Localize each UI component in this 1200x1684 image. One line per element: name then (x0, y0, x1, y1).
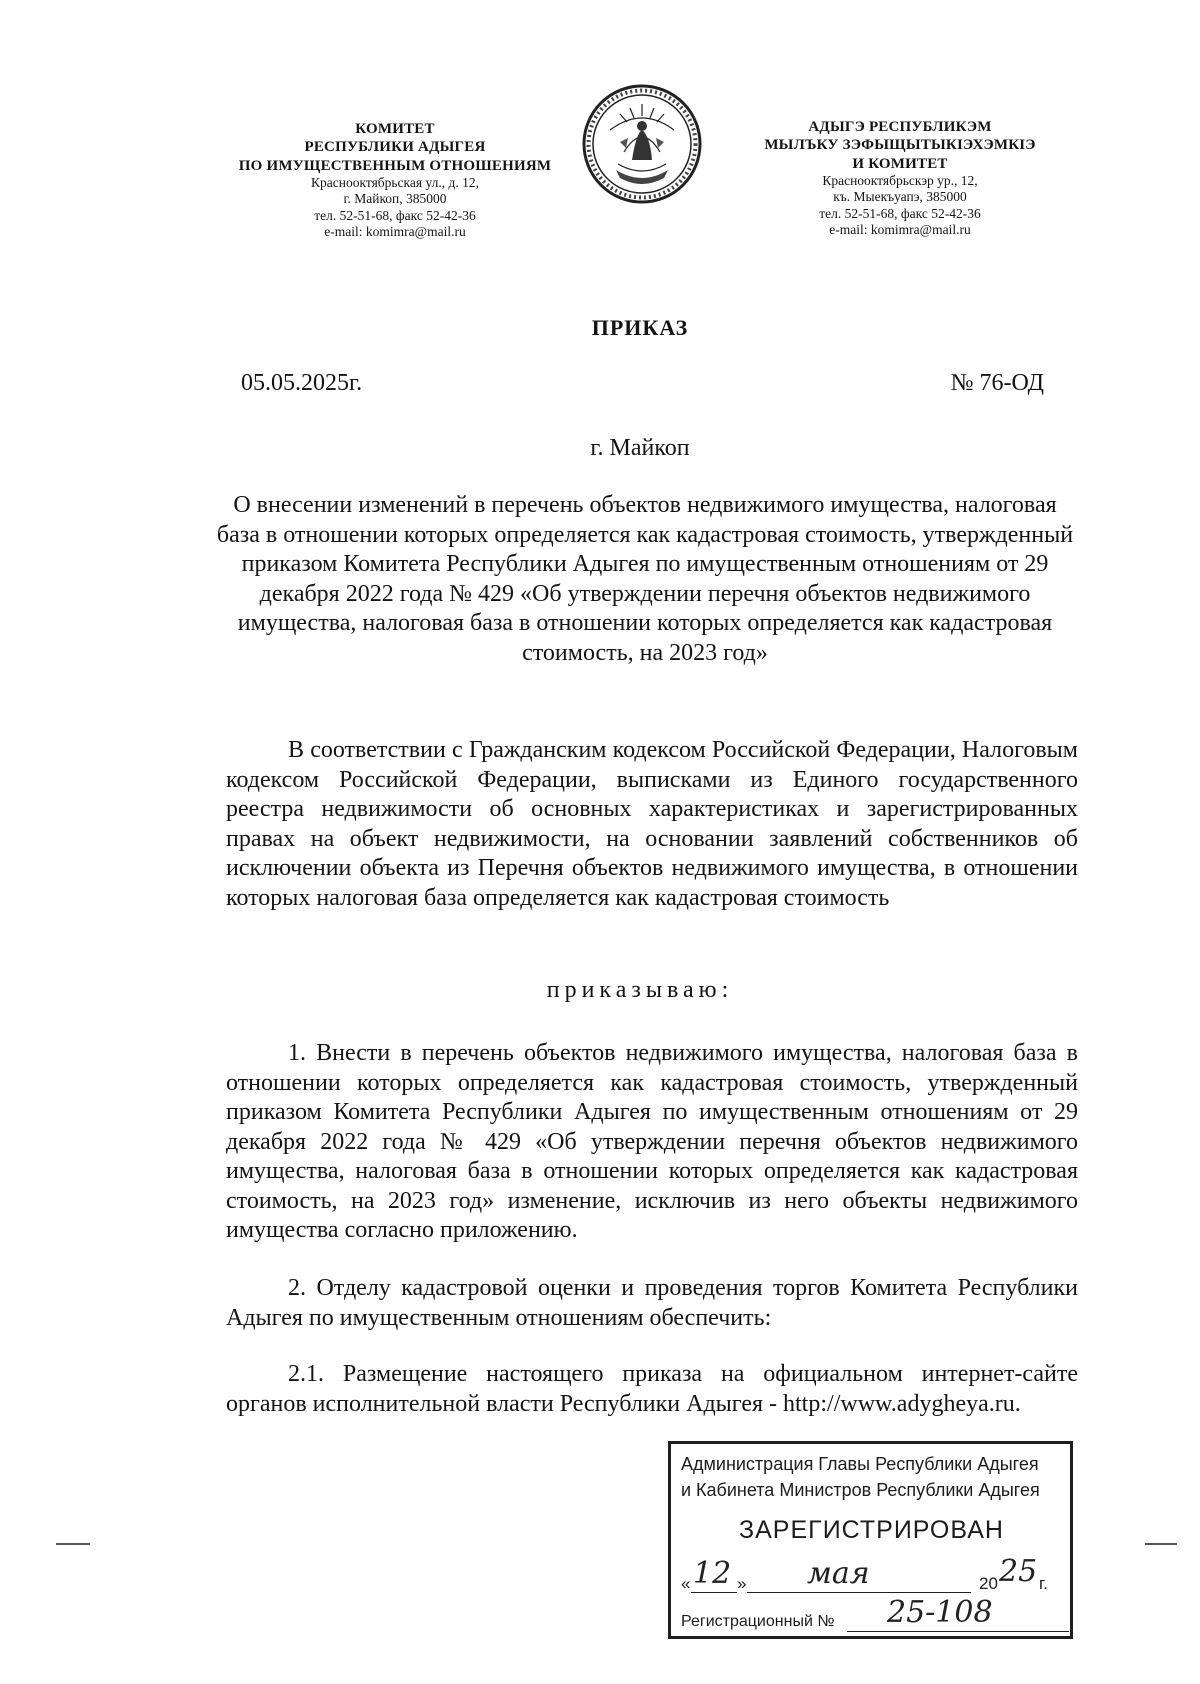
org-phone: тел. 52-51-68, факс 52-42-36 (819, 205, 981, 221)
stamp-year-prefix: 20 (979, 1574, 998, 1593)
org-address: Краснооктябрьская ул., д. 12, (311, 174, 479, 190)
org-address: Краснооктябрьскэр ур., 12, (822, 172, 978, 188)
stamp-year-unit: г. (1039, 1574, 1048, 1593)
stamp-org-line: Администрация Главы Республики Адыгея (681, 1454, 1039, 1474)
org-name-line: КОМИТЕТ (355, 121, 435, 137)
coat-of-arms-icon (580, 82, 704, 206)
org-name-line: И КОМИТЕТ (852, 155, 948, 172)
document-number: № 76-ОД (950, 370, 1044, 396)
org-email: e-mail: komimra@mail.ru (829, 222, 971, 238)
document-subject: О внесении изменений в перечень объектов недвижимого имущества, налоговая база в отношении которых определяется как кадастровая стоимость, утвержденный приказом Комитета Республики Адыгея по имущественным отношениям от 29 декабря 2022 года № 429 «Об утверждении перечня объектов недвижимого имущества, налоговая база в отношении которых определяется как кадастровая стоимость, на 2023 год» (216, 492, 1074, 666)
document-title: ПРИКАЗ (591, 315, 689, 340)
document-city: г. Майкоп (590, 435, 690, 461)
scan-mark (1145, 1543, 1177, 1545)
stamp-handwritten-day: 12 (693, 1556, 732, 1591)
preamble-paragraph: В соответствии с Гражданским кодексом Российской Федерации, Налоговым кодексом Российской Федерации, выписками из Единого государственного реестра недвижимости об основных характеристиках и зарегистрированных правах на объект недвижимости, на основании заявлений собственников об исключении объекта из Перечня объектов недвижимого имущества, в отношении которых налоговая база определяется как кадастровая стоимость (226, 737, 1078, 911)
stamp-handwritten-reg-number: 25-108 (887, 1595, 993, 1630)
org-name-line: АДЫГЭ РЕСПУБЛИКЭМ (808, 119, 992, 135)
letterhead-left (210, 120, 580, 241)
registration-stamp (668, 1441, 1073, 1639)
stamp-handwritten-month: мая (807, 1556, 870, 1591)
org-name-line: МЫЛЪКУ ЗЭФЫЩЫТЫКIЭХЭМКIЭ (764, 137, 1036, 154)
stamp-org-line: и Кабинета Министров Республики Адыгея (681, 1480, 1040, 1500)
stamp-open-quote: « (681, 1574, 691, 1593)
org-name-line: ПО ИМУЩЕСТВЕННЫМ ОТНОШЕНИЯМ (238, 157, 552, 174)
org-city: къ. Мыекъуапэ, 385000 (833, 189, 967, 205)
stamp-date-row (679, 1554, 1062, 1596)
item-2-paragraph: 2. Отделу кадастровой оценки и проведения торгов Комитета Республики Адыгея по имущественным отношениям обеспечить: (226, 1275, 1078, 1331)
stamp-close-quote: » (737, 1574, 747, 1593)
item-2-1-paragraph: 2.1. Размещение настоящего приказа на официальном интернет-сайте органов исполнительной власти Республики Адыгея - http://www.adygheya.ru. (226, 1361, 1078, 1417)
org-city: г. Майкоп, 385000 (343, 191, 447, 207)
order-word: приказываю: (546, 977, 734, 1003)
stamp-status: ЗАРЕГИСТРИРОВАН (739, 1516, 1004, 1544)
org-email: e-mail: komimra@mail.ru (324, 224, 466, 240)
org-phone: тел. 52-51-68, факс 52-42-36 (314, 207, 476, 223)
stamp-handwritten-year: 25 (999, 1554, 1038, 1589)
stamp-reg-row (679, 1595, 1062, 1637)
scan-mark (56, 1543, 90, 1545)
document-date: 05.05.2025г. (241, 370, 363, 396)
org-name-line: РЕСПУБЛИКИ АДЫГЕЯ (304, 139, 486, 156)
stamp-reg-label: Регистрационный № (681, 1613, 835, 1630)
item-1-paragraph: 1. Внести в перечень объектов недвижимого имущества, налоговая база в отношении которых определяется как кадастровая стоимость, утвержденный приказом Комитета Республики Адыгея по имущественным отношениям от 29 декабря 2022 года № 429 «Об утверждении перечня объектов недвижимого имущества, налоговая база в отношении которых определяется как кадастровая стоимость, на 2023 год» изменение, исключив из него объекты недвижимого имущества согласно приложению. (226, 1040, 1078, 1243)
letterhead-right (715, 118, 1085, 239)
